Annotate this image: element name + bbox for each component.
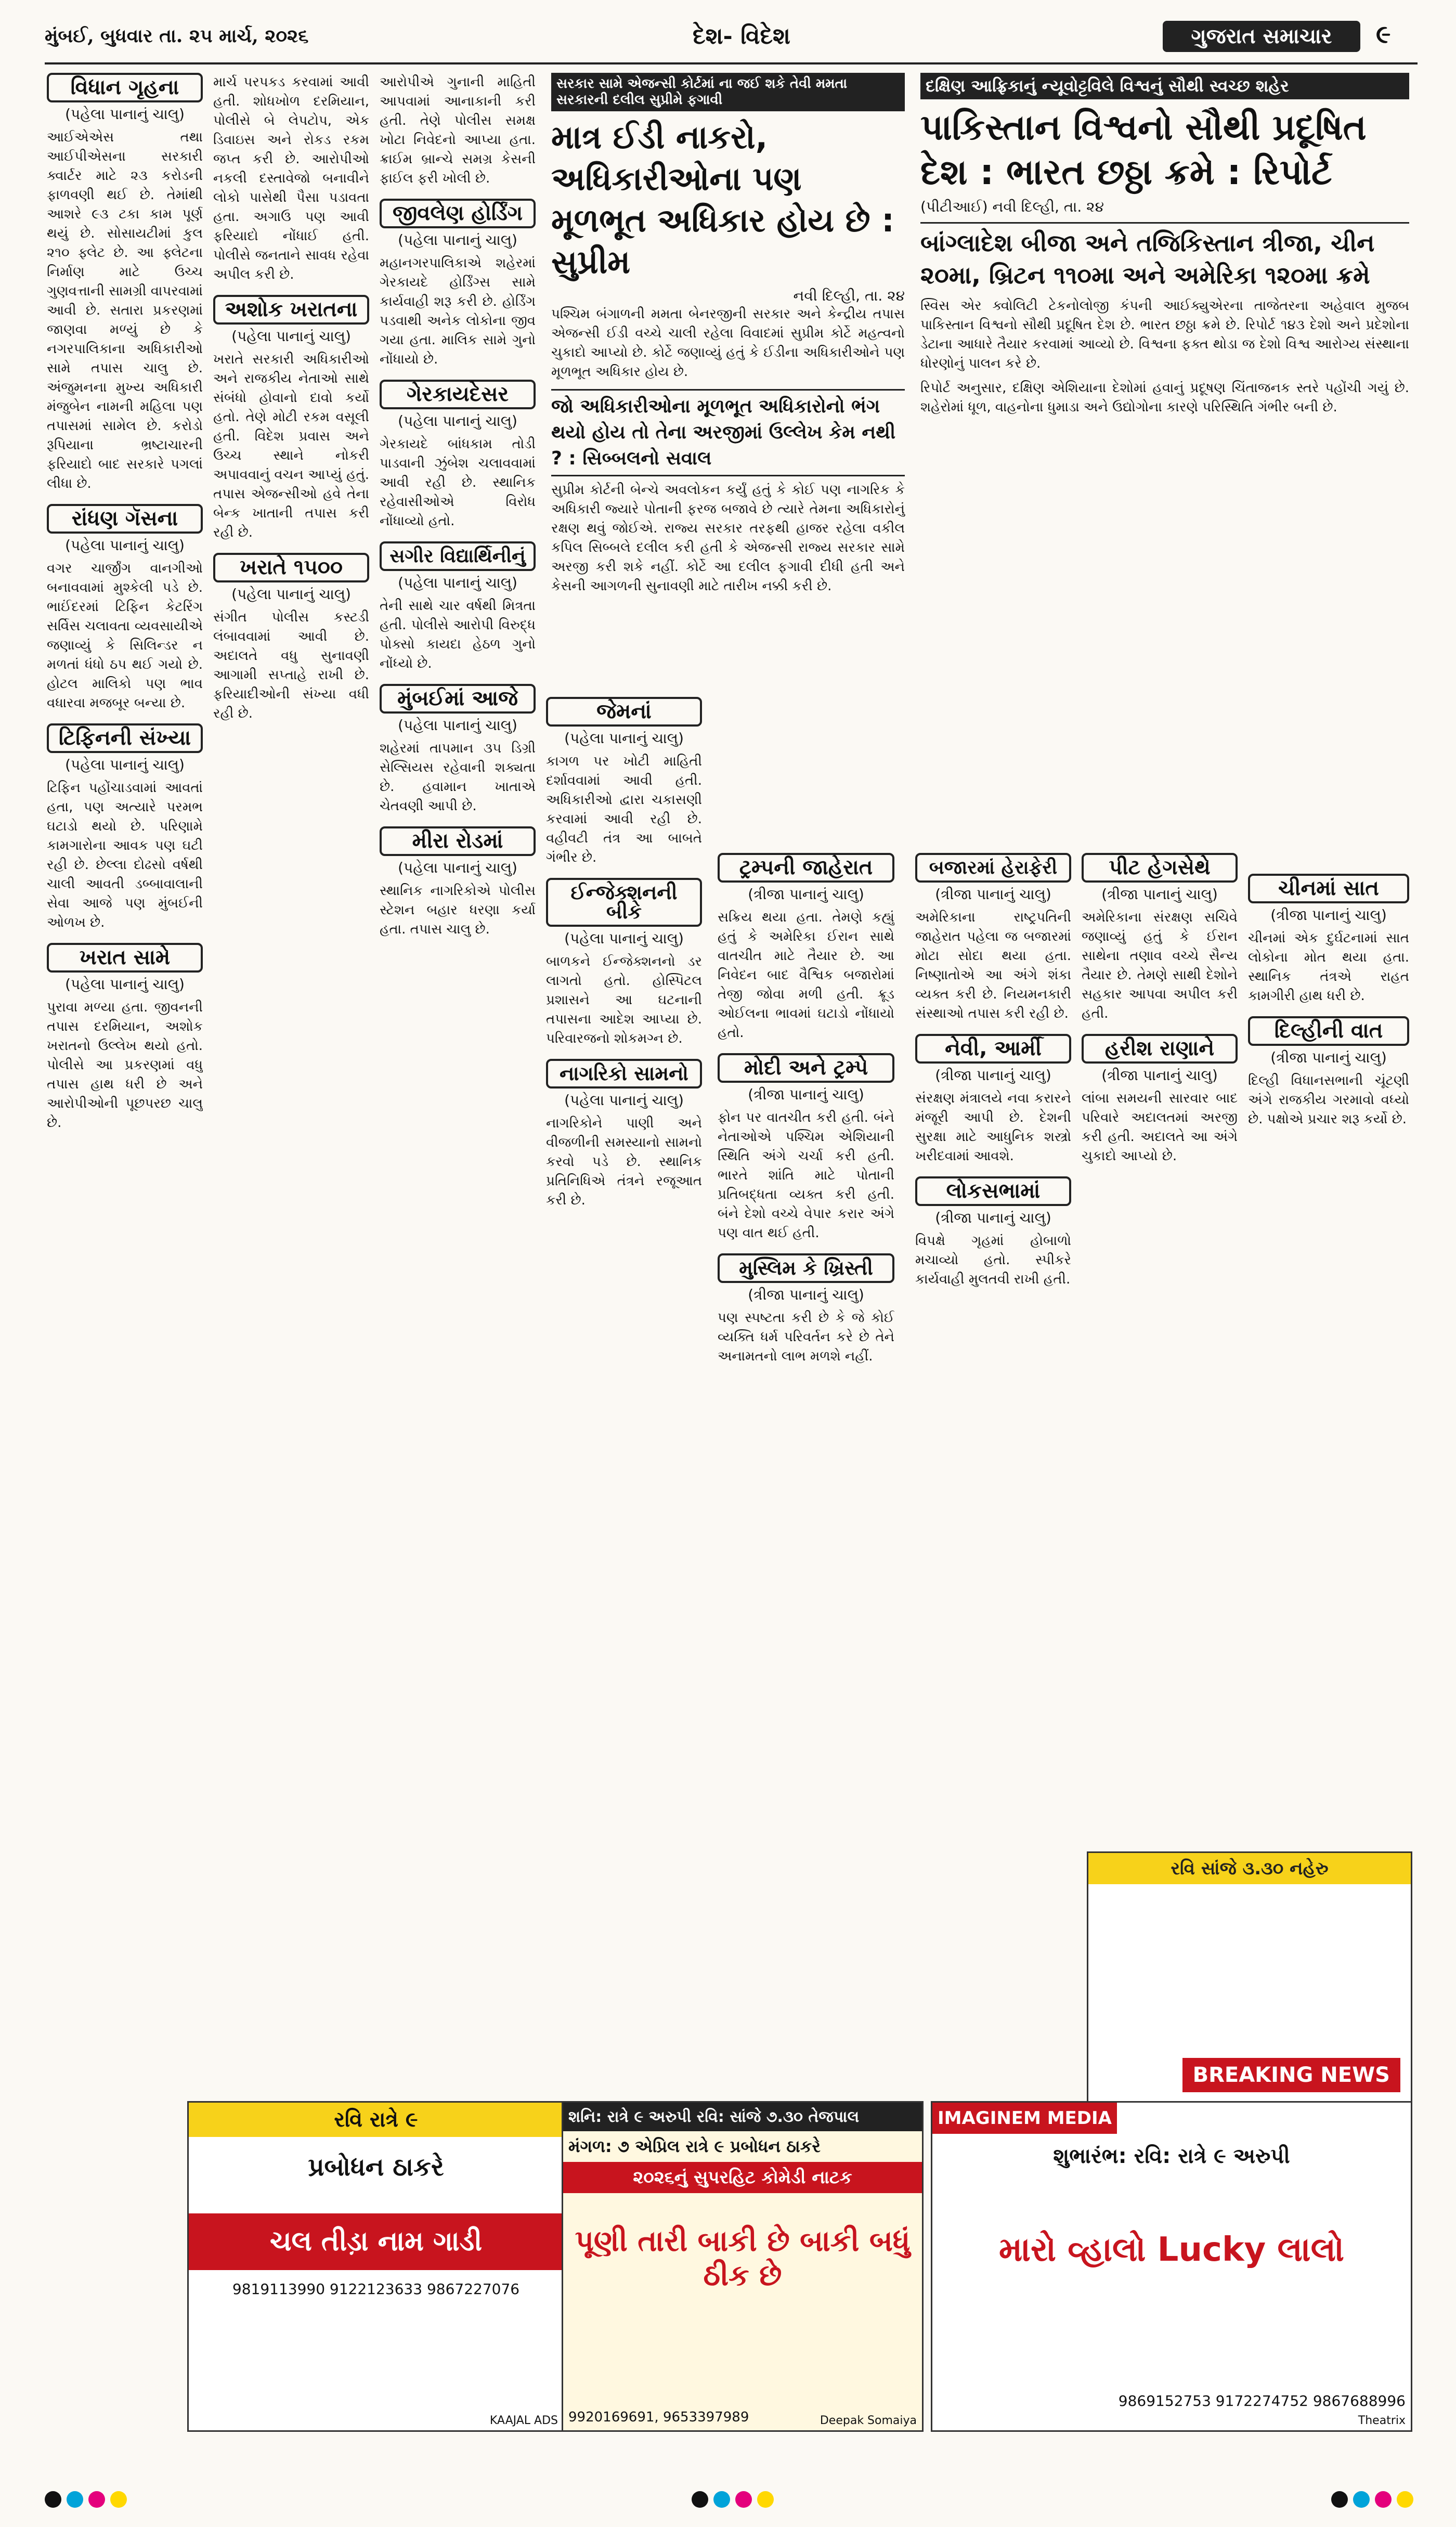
continued-label: (પહેલા પાનાનું ચાલુ): [398, 717, 517, 734]
kicker: સરકાર સામે એજન્સી કોર્ટમાં ના જઈ શકે તેવી મમતા સરકારની દલીલ સુપ્રીમે ફગાવી: [551, 73, 905, 111]
column-8: [1248, 853, 1409, 1841]
article-text: ટિફિન પહોંચાડવામાં આવતાં હતા, પણ અત્યારે પરમભ ઘટાડો થયો છે. પરિણામે કામગારોના આવક પણ ઘટી રહી છે. છેલ્લા દોઢસો વર્ષથી ચાલી આવતી ડબ્બાવાલાની સેવા આજે પણ મુંબઈની ઓળખ છે.: [47, 780, 203, 930]
lead-story-supreme: [551, 73, 905, 596]
headline-student: સગીર વિદ્યાર્થિનીનું: [380, 541, 536, 571]
article-text: કાગળ પર ખોટી માહિતી દર્શાવવામાં આવી હતી. અધિકારીઓ દ્વારા ચકાસણી કરવામાં આવી રહી છે. વહીવટી તંત્ર આ બાબતે ગંભીર છે.: [546, 754, 702, 865]
continued-label: (ત્રીજા પાનાનું ચાલુ): [1270, 906, 1387, 924]
sub-headline: જો અધિકારીઓના મૂળભૂત અધિકારોનો ભંગ થયો હોય તો તેના અરજીમાં ઉલ્લેખ કેમ નથી ? : સિબ્બલનો સવાલ: [551, 389, 905, 476]
headline-muslim: મુસ્લિમ કે ખ્રિસ્તી: [718, 1253, 894, 1283]
headline-delhi: દિલ્હીની વાત: [1248, 1016, 1409, 1046]
continued-label: (પહેલા પાનાનું ચાલુ): [398, 859, 517, 876]
registration-marks-center: [692, 2491, 779, 2510]
article-text: સંરક્ષણ મંત્રાલયે નવા કરારને મંજૂરી આપી છે. દેશની સુરક્ષા માટે આધુનિક શસ્ત્રો ખરીદવામાં આવશે.: [915, 1091, 1071, 1164]
headline-trump: ટ્રમ્પની જાહેરાત: [718, 853, 894, 883]
column-2: [213, 73, 369, 2325]
column-7: [1082, 853, 1238, 1841]
section-title: દેશ- વિદેશ: [693, 23, 790, 49]
article-text: સ્થાનિક નાગરિકોએ પોલીસ સ્ટેશન બહાર ધરણા કર્યા હતા. તપાસ ચાલુ છે.: [380, 883, 536, 937]
headline-hoarding: જીવલેણ હોર્ડિંગ: [380, 199, 536, 228]
continued-label: (પહેલા પાનાનું ચાલુ): [564, 930, 684, 947]
continued-label: (ત્રીજા પાનાનું ચાલુ): [748, 1286, 864, 1303]
article-text: સ્વિસ એર ક્વોલિટી ટેકનોલોજી કંપની આઈક્યુએરના તાજેતરના અહેવાલ મુજબ પાકિસ્તાન વિશ્વનો સૌથી પ્રદૂષિત દેશ છે. ભારત છઠ્ઠા ક્રમે છે. રિપોર્ટ ૧૪૩ દેશો અને પ્રદેશોના ડેટાના આધારે તૈયાર કરવામાં આવ્યો છે. વિશ્વના ફક્ત થોડા જ દેશો વિશ્વ આરોગ્ય સંસ્થાના ધોરણોનું પાલન કરે છે.: [920, 298, 1409, 371]
headline-pete: પીટ હેગસેથે: [1082, 853, 1238, 883]
headline-navy: નેવી, આર્મી: [915, 1034, 1071, 1064]
continued-label: (ત્રીજા પાનાનું ચાલુ): [1101, 886, 1218, 903]
continued-label: (પહેલા પાનાનું ચાલુ): [65, 537, 185, 554]
continued-label: (ત્રીજા પાનાનું ચાલુ): [935, 1209, 1051, 1226]
headline-vidhan: વિધાન ગૃહના: [47, 73, 203, 102]
column-1: [47, 73, 203, 2325]
continued-label: (પહેલા પાનાનું ચાલુ): [398, 574, 517, 591]
article-text: લાંબા સમયની સારવાર બાદ પરિવારે અદાલતમાં અરજી કરી હતી. અદાલતે આ અંગે ચુકાદો આપ્યો છે.: [1082, 1091, 1238, 1164]
article-text: દિલ્હી વિધાનસભાની ચૂંટણી અંગે રાજકીય ગરમાવો વધ્યો છે. પક્ષોએ પ્રચાર શરૂ કર્યો છે.: [1248, 1073, 1409, 1127]
registration-marks-left: [45, 2491, 132, 2510]
article-text: ખરાતે સરકારી અધિકારીઓ અને રાજકીય નેતાઓ સાથે સંબંધો હોવાનો દાવો કર્યો હતો. તેણે મોટી રકમ વસૂલી હતી. વિદેશ પ્રવાસ અને ઉચ્ચ સ્થાને નોકરી અપાવવાનું વચન આપ્યું હતું. તપાસ એજન્સીઓ હવે તેના બેન્ક ખાતાની તપાસ કરી રહી છે.: [213, 352, 369, 540]
continued-label: (ત્રીજા પાનાનું ચાલુ): [1101, 1067, 1218, 1084]
ad-phone: 9869152753 9172274752 9867688996: [1118, 2392, 1406, 2409]
ad-comedy-play[interactable]: [562, 2101, 924, 2432]
headline-ashok: અશોક ખરાતના: [213, 295, 369, 325]
breaking-news-logo: BREAKING NEWS: [1182, 2058, 1400, 2092]
continued-label: (ત્રીજા પાનાનું ચાલુ): [1270, 1049, 1387, 1066]
dateline: મુંબઈ, બુધવાર તા. ૨૫ માર્ચ, ૨૦૨૬: [45, 25, 309, 47]
continued-label: (ત્રીજા પાનાનું ચાલુ): [748, 886, 864, 903]
continued-label: (પહેલા પાનાનું ચાલુ): [65, 756, 185, 773]
headline-jemna: જેમનાં: [546, 697, 702, 727]
ad-phone: 9920169691, 9653397989: [568, 2409, 749, 2425]
ad-prabodhan[interactable]: [187, 2101, 565, 2432]
lead-story-pollution: [920, 73, 1409, 417]
ad-credit: Theatrix: [1358, 2414, 1406, 2427]
headline-china: ચીનમાં સાત: [1248, 874, 1409, 903]
sub-headline: બાંગ્લાદેશ બીજા અને તજિકિસ્તાન ત્રીજા, ચીન ૨૦મા, બ્રિટન ૧૧૦મા અને અમેરિકા ૧૨૦મા ક્રમે: [920, 222, 1409, 291]
lead-paragraph: પશ્ચિમ બંગાળની મમતા બેનરજીની સરકાર અને કેન્દ્રીય તપાસ એજન્સી ઈડી વચ્ચે ચાલી રહેલા વિવાદમાં સુપ્રીમ કોર્ટે મહત્વનો ચુકાદો આપ્યો છે. કોર્ટે જણાવ્યું હતું કે ઈડીના અધિકારીઓને પણ મૂળભૂત અધિકાર હોય છે.: [551, 306, 905, 380]
article-text: વગર ચાર્જીંગ વાનગીઓ બનાવવામાં મુશ્કેલી પડે છે. ભાઈંદરમાં ટિફિન કેટરિંગ સર્વિસ ચલાવતા વ્યવસાયીએ જણાવ્યું કે સિલિન્ડર ન મળતાં ધંધો ઠપ થઈ ગયો છે. હોટલ માલિકો પણ ભાવ વધારવા મજબૂર બન્યા છે.: [47, 561, 203, 711]
headline-market: બજારમાં હેરાફેરી: [915, 853, 1071, 883]
headline-kharat-1500: ખરાતે ૧૫૦૦: [213, 553, 369, 582]
continued-label: (ત્રીજા પાનાનું ચાલુ): [935, 1067, 1051, 1084]
dateline: નવી દિલ્હી, તા. ૨૪: [793, 287, 905, 304]
continued-label: (પહેલા પાનાનું ચાલુ): [65, 106, 185, 123]
ad-lucky-lalo[interactable]: [931, 2101, 1412, 2432]
continued-label: (પહેલા પાનાનું ચાલુ): [564, 730, 684, 747]
article-text: સંગીત પોલીસ કસ્ટડી લંબાવવામાં આવી છે. અદાલતે વધુ સુનાવણી આગામી સપ્તાહે રાખી છે. ફરિયાદીઓની સંખ્યા વધી રહી છે.: [213, 610, 369, 721]
ad-day: રવિ રાત્રે ૯: [189, 2103, 563, 2137]
article-text: સુપ્રીમ કોર્ટની બેન્ચે અવલોકન કર્યું હતું કે કોઈ પણ નાગરિક કે અધિકારી જ્યારે પોતાની ફરજ બજાવે છે ત્યારે તેમના અધિકારોનું રક્ષણ થવું જોઈએ. રાજ્ય સરકાર તરફથી હાજર રહેલા વકીલ કપિલ સિબ્બલે દલીલ કરી હતી કે એજન્સી રાજ્ય સરકાર સામે અરજી કરી શકે નહીં. કોર્ટે આ દલીલ ફગાવી દીધી હતી અને કેસની આગળની સુનાવણી માટે તારીખ નક્કી કરી છે.: [551, 482, 905, 594]
registration-marks-right: [1331, 2491, 1419, 2510]
headline-tiffin: ટિફિનની સંખ્યા: [47, 723, 203, 753]
article-text: માર્ચ પરપકડ કરવામાં આવી હતી. શોધખોળ દરમિયાન, પોલીસે બે લેપટોપ, એક ડિવાઇસ અને રોકડ રકમ જપ્ત કરી છે. આરોપીઓ નકલી દસ્તાવેજો બનાવીને લોકો પાસેથી પૈસા પડાવતા હતા. અગાઉ પણ આવી ફરિયાદો નોંધાઈ હતી. પોલીસે જનતાને સાવધ રહેવા અપીલ કરી છે.: [213, 74, 369, 282]
ad-headline: રવિ સાંજે ૩.૩૦ નહેરુ: [1088, 1853, 1411, 1884]
headline-loksabha: લોકસભામાં: [915, 1176, 1071, 1206]
column-3: [380, 73, 536, 2325]
page-number: ૯: [1376, 20, 1391, 49]
continued-label: (ત્રીજા પાનાનું ચાલુ): [748, 1086, 864, 1103]
kicker: દક્ષિણ આફ્રિકાનું ન્યૂવોટ્ટવિલે વિશ્વનું સૌથી સ્વચ્છ શહેર: [920, 73, 1409, 99]
ad-banner: ૨૦૨૬નું સુપરહિટ કોમેડી નાટક: [563, 2162, 922, 2193]
headline-injection: ઈન્જેક્શનની બીકે: [546, 878, 702, 927]
ad-play-title: મારો વ્હાલો Lucky લાલો: [999, 2231, 1344, 2269]
continued-label: (પહેલા પાનાનું ચાલુ): [398, 231, 517, 249]
headline-modi-trump: મોદી અને ટ્રમ્પે: [718, 1053, 894, 1083]
ad-schedule: શનિ: રાત્રે ૯ અરુપી રવિ: સાંજે ૭.૩૦ તેજપાલ: [563, 2103, 922, 2131]
continued-label: (પહેલા પાનાનું ચાલુ): [231, 328, 351, 345]
article-text: ચીનમાં એક દુર્ઘટનામાં સાત લોકોના મોત થયા હતા. સ્થાનિક તંત્રએ રાહત કામગીરી હાથ ધરી છે.: [1248, 930, 1409, 1004]
article-text: આરોપીએ ગુનાની માહિતી આપવામાં આનાકાની કરી હતી. તેણે પોલીસ સમક્ષ ખોટા નિવેદનો આપ્યા હતા. ક્રાઈમ બ્રાન્ચે સમગ્ર કેસની ફાઈલ ફરી ખોલી છે.: [380, 74, 536, 186]
ad-credit: KAAJAL ADS: [489, 2414, 558, 2427]
continued-label: (પહેલા પાનાનું ચાલુ): [398, 412, 517, 430]
headline-harish: હરીશ રાણાને: [1082, 1034, 1238, 1064]
headline-illegal: ગેરકાયદેસર: [380, 380, 536, 409]
lead-headline: માત્ર ઈડી નાકરો, અધિકારીઓના પણ મૂળભૂત અધિકાર હોય છે : સુપ્રીમ: [551, 118, 894, 281]
ad-play-title: ચલ તીડ઼ા નામ ગાડી: [189, 2213, 563, 2270]
article-text: ગેરકાયદે બાંધકામ તોડી પાડવાની ઝુંબેશ ચલાવવામાં આવી રહી છે. સ્થાનિક રહેવાસીઓએ વિરોધ નોંધાવ્યો હતો.: [380, 436, 536, 529]
ad-venue: પ્રબોધન ઠાકરે: [308, 2153, 444, 2182]
header-rule: [45, 62, 1418, 64]
continued-label: (પહેલા પાનાનું ચાલુ): [65, 976, 185, 993]
article-text: શહેરમાં તાપમાન ૩૫ ડિગ્રી સેલ્સિયસ રહેવાની શક્યતા છે. હવામાન ખાતાએ ચેતવણી આપી છે.: [380, 741, 536, 814]
article-text: નાગરિકોને પાણી અને વીજળીની સમસ્યાનો સામનો કરવો પડે છે. સ્થાનિક પ્રતિનિધિએ તંત્રને રજૂઆત કરી છે.: [546, 1116, 702, 1208]
article-text: મહાનગરપાલિકાએ શહેરમાં ગેરકાયદે હોર્ડિંગ્સ સામે કાર્યવાહી શરૂ કરી છે. હોર્ડિંગ પડવાથી અનેક લોકોના જીવ ગયા હતા. માલિક સામે ગુનો નોંધાયો છે.: [380, 255, 536, 367]
article-text: તેની સાથે ચાર વર્ષથી મિત્રતા હતી. પોલીસે આરોપી વિરુદ્ધ પોક્સો કાયદા હેઠળ ગુનો નોંધ્યો છે.: [380, 598, 536, 671]
article-text: વિપક્ષે ગૃહમાં હોબાળો મચાવ્યો હતો. સ્પીકરે કાર્યવાહી મુલતવી રાખી હતી.: [915, 1233, 1071, 1287]
page-header: [45, 20, 1418, 62]
article-text: ફોન પર વાતચીત કરી હતી. બંને નેતાઓએ પશ્ચિમ એશિયાની સ્થિતિ અંગે ચર્ચા કરી હતી. ભારતે શાંતિ માટે પોતાની પ્રતિબદ્ધતા વ્યક્ત કરી હતી. બંને દેશો વચ્ચે વેપાર કરાર અંગે પણ વાત થઈ હતી.: [718, 1110, 894, 1241]
ad-brand: IMAGINEM MEDIA: [932, 2103, 1117, 2134]
headline-mira-road: મીરા રોડમાં: [380, 826, 536, 856]
article-text: બાળકને ઈન્જેક્શનનો ડર લાગતો હતો. હોસ્પિટલ પ્રશાસને આ ઘટનાની તપાસના આદેશ આપ્યા છે. પરિવારજનો શોકમગ્ન છે.: [546, 954, 702, 1046]
article-text: આઈએએસ તથા આઈપીએસના સરકારી ક્વાર્ટર માટે ૨૩ કરોડની ફાળવણી થઈ છે. તેમાંથી આશરે ૯૩ ટકા કામ પૂર્ણ થયું છે. સોસાયટીમાં કુલ ૨૧૦ ફ્લેટ છે. આ ફ્લેટના નિર્માણ માટે ઉચ્ચ ગુણવત્તાની સામગ્રી વાપરવામાં આવી છે. સતારા પ્રકરણમાં જાણવા મળ્યું છે કે નગરપાલિકાના અધિકારીઓ સામે તપાસ ચાલુ છે. અંજુમનના મુખ્ય અધિકારી મંજુબેન નામની મહિલા પણ તપાસમાં સામેલ છે. કરોડો રૂપિયાના ભ્રષ્ટાચારની ફરિયાદો બાદ સરકારે પગલાં લીધા છે.: [47, 129, 203, 491]
continued-label: (ત્રીજા પાનાનું ચાલુ): [935, 886, 1051, 903]
ad-breaking-news[interactable]: [1087, 1851, 1412, 2104]
article-text: અમેરિકાના સંરક્ષણ સચિવે જણાવ્યું હતું કે ઈરાન સાથેના તણાવ વચ્ચે સૈન્ય તૈયાર છે. તેમણે સાથી દેશોને સહકાર આપવા અપીલ કરી હતી.: [1082, 910, 1238, 1021]
headline-mumbai-today: મુંબઈમાં આજે: [380, 684, 536, 714]
headline-nagriko: નાગરિકો સામનો: [546, 1059, 702, 1088]
lead-headline: પાકિસ્તાન વિશ્વનો સૌથી પ્રદૂષિત દેશ : ભારત છઠ્ઠા ક્રમે : રિપોર્ટ: [920, 107, 1367, 193]
article-text: પણ સ્પષ્ટતા કરી છે કે જે કોઈ વ્યક્તિ ધર્મ પરિવર્તન કરે છે તેને અનામતનો લાભ મળશે નહીં.: [718, 1310, 894, 1364]
headline-kharat: ખરાત સામે: [47, 943, 203, 973]
article-text: અમેરિકાના રાષ્ટ્રપતિની જાહેરાત પહેલા જ બજારમાં મોટા સોદા થયા હતા. નિષ્ણાતોએ આ અંગે શંકા વ્યક્ત કરી છે. નિયમનકારી સંસ્થાઓ તપાસ કરી રહી છે.: [915, 910, 1071, 1021]
ad-schedule-2: મંગળ: ૭ એપ્રિલ રાત્રે ૯ પ્રબોધન ઠાકરે: [568, 2136, 821, 2156]
continued-label: (પહેલા પાનાનું ચાલુ): [231, 586, 351, 603]
ad-day: શુભારંભ: રવિ: રાત્રે ૯ અરુપી: [1053, 2144, 1290, 2168]
article-text: સક્રિય થયા હતા. તેમણે કહ્યું હતું કે અમેરિકા ઈરાન સાથે વાતચીત માટે તૈયાર છે. આ નિવેદન બાદ વૈશ્વિક બજારોમાં તેજી જોવા મળી હતી. ક્રૂડ ઓઈલના ભાવમાં ઘટાડો નોંધાયો હતો.: [718, 910, 894, 1041]
continued-label: (પહેલા પાનાનું ચાલુ): [564, 1092, 684, 1109]
headline-gas: રાંધણ ગૅસના: [47, 504, 203, 534]
ad-phone: 9819113990 9122123633 9867227076: [232, 2280, 520, 2298]
dateline: (પીટીઆઈ) નવી દિલ્હી, તા. ૨૪: [920, 198, 1104, 215]
ad-credit: Deepak Somaiya: [820, 2414, 917, 2427]
masthead: ગુજરાત સમાચાર: [1163, 21, 1360, 52]
article-text: પુરાવા મળ્યા હતા. જીવનની તપાસ દરમિયાન, અશોક ખરાતનો ઉલ્લેખ થયો હતો. પોલીસે આ પ્રકરણમાં વધુ તપાસ હાથ ધરી છે અને આરોપીઓની પૂછપરછ ચાલુ છે.: [47, 1000, 203, 1131]
article-text: રિપોર્ટ અનુસાર, દક્ષિણ એશિયાના દેશોમાં હવાનું પ્રદૂષણ ચિંતાજનક સ્તરે પહોંચી ગયું છે. શહેરોમાં ધૂળ, વાહનોના ધુમાડા અને ઉદ્યોગોના કારણે પરિસ્થિતિ ગંભીર બની છે.: [920, 380, 1409, 415]
ad-play-title: પૂણી તારી બાકી છે બાકી બધું ઠીક છે: [575, 2224, 911, 2292]
